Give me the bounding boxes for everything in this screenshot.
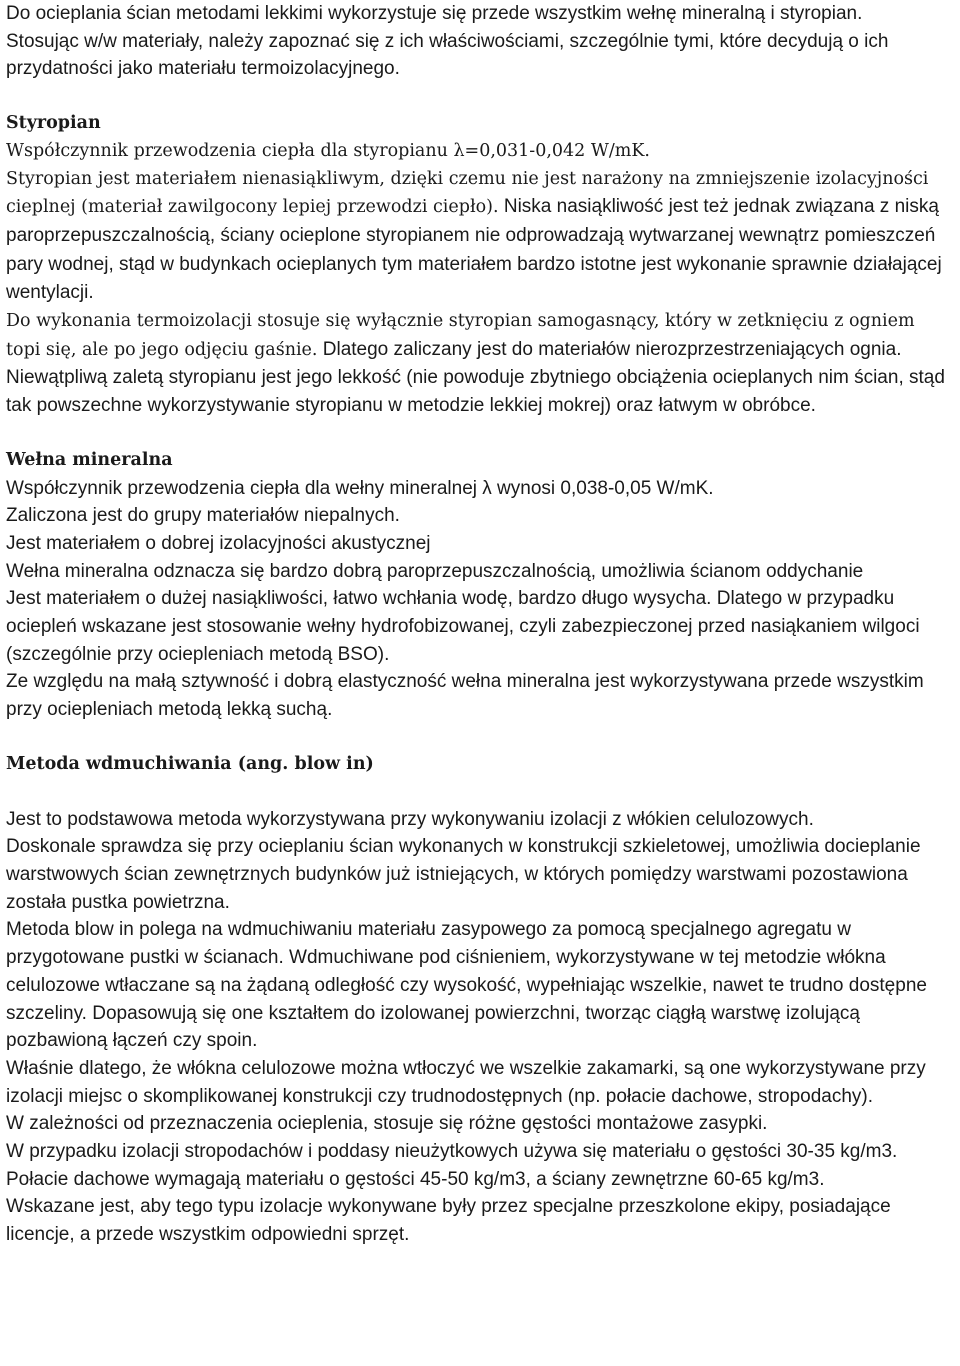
styropian-fire-text-a: Do wykonania termoizolacji stosuje się wyłącznie styropian samogasnący, który w zetknięciu z ogniem topi się, ale po jego odjęciu gaśnie. <box>6 311 915 360</box>
blowin-paragraph-8: Wskazane jest, aby tego typu izolacje wykonywane były przez specjalne przeszkolone ekipy, posiadające licencje, a przede wszystkim odpowiedni sprzęt. <box>6 1196 891 1246</box>
section-heading-welna: Wełna mineralna <box>6 449 173 470</box>
styropian-absorption-paragraph <box>6 166 954 309</box>
blowin-paragraph-4: Właśnie dlatego, że włókna celulozowe można wtłoczyć we wszelkie zakamarki, są one wykorzystywane przy izolacji miejsc o skomplikowanej konstrukcji czy trudnodostępnych (np. połacie dachowe, stropodachy). <box>6 1057 926 1107</box>
welna-absorption-text-a: Jest materiałem o dużej nasiąkliwości, łatwo wchłania wodę, bardzo długo wysycha. <box>6 588 712 610</box>
welna-coefficient: Współczynnik przewodzenia ciepła dla wełny mineralnej λ wynosi 0,038-0,05 W/mK. <box>6 477 714 499</box>
intro-paragraph-2: Stosując w/w materiały, należy zapoznać się z ich właściwościami, szczególnie tymi, które decydują o ich przydatności jako materiału termoizolacyjnego. <box>6 30 889 80</box>
styropian-fire-text-b: Dlatego zaliczany jest do materiałów nierozprzestrzeniających ognia. <box>317 338 902 360</box>
styropian-absorption-text-a: Styropian jest materiałem nienasiąkliwym, dzięki czemu nie jest narażony na zmniejszenie izolacyjności cieplnej (materiał zawilgocony lepiej przewodzi ciepło). <box>6 168 929 218</box>
welna-elasticity-paragraph: Ze względu na małą sztywność i dobrą elastyczność wełna mineralna jest wykorzystywana przede wszystkim przy ociepleniach metodą lekką suchą. <box>6 671 924 721</box>
welna-absorption-text-b: Dlatego w przypadku ociepleń wskazane jest stosowanie wełny hydrofobizowanej, czyli zabezpieczonej przed nasiąkaniem wilgoci (szczególnie przy ociepleniach metodą BSO). <box>6 588 920 665</box>
blowin-paragraph-2: Doskonale sprawdza się przy ocieplaniu ścian wykonanych w konstrukcji szkieletowej, umożliwia docieplanie warstwowych ścian zewnętrznych budynków już istniejących, w których pomiędzy warstwami pozostawiona została pustka powietrzna. <box>6 836 921 913</box>
blowin-paragraph-1: Jest to podstawowa metoda wykorzystywana przy wykonywaniu izolacji z włókien celulozowych. <box>6 808 814 830</box>
blowin-paragraph-5: W zależności od przeznaczenia ocieplenia, stosuje się różne gęstości montażowe zasypki. <box>6 1113 768 1135</box>
welna-acoustic: Jest materiałem o dobrej izolacyjności akustycznej <box>6 532 431 554</box>
welna-group: Zaliczona jest do grupy materiałów niepalnych. <box>6 505 400 527</box>
styropian-lightness-paragraph: Niewątpliwą zaletą styropianu jest jego lekkość (nie powoduje zbytniego obciążenia ocieplanych nim ścian, stąd tak powszechne wykorzystywanie styropianu w metodzie lekkiej mokrej) oraz łatwym w obróbce. <box>6 367 945 417</box>
styropian-coefficient: Współczynnik przewodzenia ciepła dla styropianu λ=0,031-0,042 W/mK. <box>6 140 650 161</box>
blowin-paragraph-3-text-c: Dopasowują się one kształtem do izolowanej powierzchni, tworząc ciągłą warstwę izolującą pozbawioną łączeń czy spoin. <box>6 1002 860 1052</box>
section-heading-styropian: Styropian <box>6 113 101 134</box>
styropian-fire-paragraph <box>6 308 954 364</box>
blowin-paragraph-3-text-a: Metoda blow in polega na wdmuchiwaniu materiału zasypowego za pomocą specjalnego agregatu w przygotowane pustki w ścianach. <box>6 919 851 969</box>
welna-absorption-paragraph <box>6 585 954 668</box>
blowin-paragraph-3 <box>6 916 954 1055</box>
blowin-paragraph-6: W przypadku izolacji stropodachów i poddasy nieużytkowych używa się materiału o gęstości 30-35 kg/m3. <box>6 1141 898 1163</box>
styropian-absorption-text-b: Niska nasiąkliwość jest też jednak związana z niską paroprzepuszczalnością, ściany ocieplone styropianem nie odprowadzają wytwarzanej wewnątrz pomieszczeń pary wodnej, stąd w budynkach ocieplanych tym materiałem bardzo istotne jest wykonanie sprawnie działającej wentylacji. <box>6 196 942 304</box>
blowin-paragraph-3-text-b: Wdmuchiwane pod ciśnieniem, wykorzystywane w tej metodzie włókna celulozowe wtłaczane są na żądaną odległość czy wysokość, wypełniając wszelkie, nawet te trudno dostępne szczeliny. <box>6 947 927 1024</box>
intro-paragraph-1: Do ocieplania ścian metodami lekkimi wykorzystuje się przede wszystkim wełnę mineralną i styropian. <box>6 3 863 24</box>
section-heading-blow-in: Metoda wdmuchiwania (ang. blow in) <box>6 753 374 774</box>
welna-permeable: Wełna mineralna odznacza się bardzo dobrą paroprzepuszczalnością, umożliwia ścianom oddychanie <box>6 560 864 582</box>
blowin-paragraph-7: Połacie dachowe wymagają materiału o gęstości 45-50 kg/m3, a ściany zewnętrzne 60-65 kg/m3. <box>6 1168 825 1190</box>
